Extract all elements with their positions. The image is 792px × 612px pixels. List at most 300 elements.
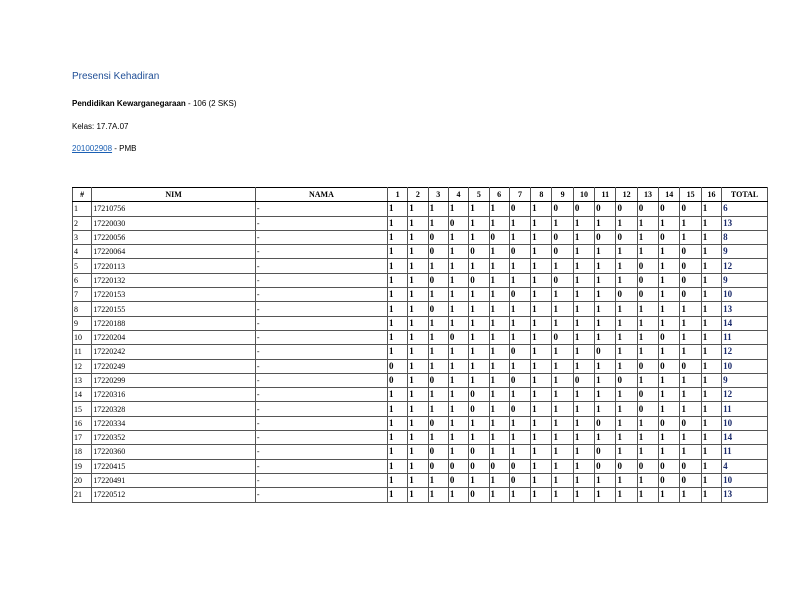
attendance-cell: 1 xyxy=(387,288,407,302)
table-row xyxy=(73,245,768,259)
table-row xyxy=(73,273,768,287)
attendance-cell: 1 xyxy=(428,388,448,402)
student-name: - xyxy=(255,302,387,316)
attendance-cell: 1 xyxy=(387,245,407,259)
attendance-cell: 1 xyxy=(469,330,489,344)
attendance-cell: 1 xyxy=(637,445,658,459)
attendance-cell: 1 xyxy=(469,216,489,230)
table-row xyxy=(73,488,768,502)
attendance-cell: 1 xyxy=(616,431,637,445)
attendance-total: 12 xyxy=(722,345,768,359)
subject-code-credits: - 106 (2 SKS) xyxy=(185,99,237,108)
lecturer-name: - PMB xyxy=(112,144,137,153)
attendance-cell: 1 xyxy=(448,431,468,445)
header-meeting-11: 11 xyxy=(595,188,616,202)
attendance-cell: 1 xyxy=(573,345,594,359)
table-row xyxy=(73,359,768,373)
student-name: - xyxy=(255,230,387,244)
attendance-cell: 1 xyxy=(408,245,428,259)
attendance-cell: 1 xyxy=(489,488,509,502)
attendance-cell: 1 xyxy=(387,259,407,273)
table-row xyxy=(73,373,768,387)
attendance-cell: 1 xyxy=(680,402,701,416)
attendance-cell: 1 xyxy=(531,402,552,416)
attendance-cell: 1 xyxy=(531,431,552,445)
attendance-cell: 1 xyxy=(680,373,701,387)
attendance-cell: 0 xyxy=(428,230,448,244)
attendance-cell: 1 xyxy=(659,216,680,230)
attendance-cell: 1 xyxy=(408,445,428,459)
attendance-cell: 1 xyxy=(469,316,489,330)
attendance-cell: 0 xyxy=(659,330,680,344)
attendance-cell: 0 xyxy=(680,459,701,473)
attendance-cell: 0 xyxy=(595,445,616,459)
attendance-cell: 1 xyxy=(448,316,468,330)
attendance-cell: 0 xyxy=(469,445,489,459)
attendance-cell: 0 xyxy=(509,202,530,216)
attendance-total: 9 xyxy=(722,273,768,287)
attendance-cell: 1 xyxy=(616,345,637,359)
attendance-cell: 1 xyxy=(637,373,658,387)
attendance-cell: 1 xyxy=(659,402,680,416)
attendance-cell: 1 xyxy=(637,416,658,430)
attendance-cell: 0 xyxy=(680,245,701,259)
student-name: - xyxy=(255,202,387,216)
attendance-cell: 1 xyxy=(509,330,530,344)
attendance-cell: 1 xyxy=(387,230,407,244)
attendance-cell: 1 xyxy=(616,330,637,344)
attendance-cell: 0 xyxy=(448,330,468,344)
attendance-cell: 1 xyxy=(680,345,701,359)
attendance-cell: 0 xyxy=(680,288,701,302)
attendance-cell: 1 xyxy=(595,245,616,259)
header-meeting-12: 12 xyxy=(616,188,637,202)
attendance-cell: 1 xyxy=(680,316,701,330)
student-name: - xyxy=(255,488,387,502)
attendance-cell: 1 xyxy=(408,302,428,316)
attendance-cell: 1 xyxy=(448,488,468,502)
attendance-cell: 1 xyxy=(509,416,530,430)
attendance-cell: 1 xyxy=(509,216,530,230)
attendance-cell: 1 xyxy=(428,259,448,273)
attendance-cell: 1 xyxy=(616,359,637,373)
attendance-cell: 1 xyxy=(659,273,680,287)
attendance-cell: 1 xyxy=(595,216,616,230)
attendance-cell: 1 xyxy=(680,431,701,445)
attendance-cell: 0 xyxy=(469,402,489,416)
attendance-cell: 1 xyxy=(616,302,637,316)
attendance-cell: 0 xyxy=(659,473,680,487)
header-meeting-9: 9 xyxy=(552,188,573,202)
attendance-cell: 1 xyxy=(701,273,721,287)
attendance-cell: 0 xyxy=(469,273,489,287)
attendance-cell: 1 xyxy=(701,388,721,402)
attendance-cell: 1 xyxy=(595,431,616,445)
lecturer-line xyxy=(72,144,137,153)
student-name: - xyxy=(255,273,387,287)
student-nim: 17220512 xyxy=(92,488,256,502)
attendance-cell: 1 xyxy=(509,302,530,316)
attendance-cell: 1 xyxy=(408,359,428,373)
attendance-cell: 1 xyxy=(448,273,468,287)
attendance-cell: 1 xyxy=(701,373,721,387)
attendance-cell: 1 xyxy=(387,345,407,359)
attendance-cell: 1 xyxy=(408,230,428,244)
student-nim: 17220132 xyxy=(92,273,256,287)
attendance-cell: 1 xyxy=(408,316,428,330)
attendance-cell: 0 xyxy=(469,245,489,259)
student-name: - xyxy=(255,445,387,459)
attendance-cell: 1 xyxy=(489,302,509,316)
attendance-total: 13 xyxy=(722,302,768,316)
attendance-cell: 1 xyxy=(701,488,721,502)
attendance-cell: 1 xyxy=(387,445,407,459)
attendance-cell: 1 xyxy=(408,488,428,502)
attendance-cell: 1 xyxy=(616,245,637,259)
attendance-cell: 1 xyxy=(573,273,594,287)
attendance-cell: 0 xyxy=(428,445,448,459)
attendance-cell: 1 xyxy=(489,330,509,344)
attendance-cell: 1 xyxy=(552,431,573,445)
attendance-cell: 1 xyxy=(408,459,428,473)
attendance-cell: 1 xyxy=(428,473,448,487)
attendance-cell: 1 xyxy=(408,345,428,359)
attendance-cell: 1 xyxy=(448,245,468,259)
attendance-cell: 1 xyxy=(469,302,489,316)
attendance-total: 10 xyxy=(722,473,768,487)
attendance-total: 6 xyxy=(722,202,768,216)
header-meeting-8: 8 xyxy=(531,188,552,202)
row-number: 21 xyxy=(73,488,92,502)
attendance-cell: 0 xyxy=(595,345,616,359)
attendance-cell: 0 xyxy=(509,459,530,473)
attendance-cell: 1 xyxy=(531,316,552,330)
attendance-cell: 0 xyxy=(637,202,658,216)
attendance-cell: 0 xyxy=(680,473,701,487)
attendance-cell: 1 xyxy=(408,259,428,273)
attendance-cell: 1 xyxy=(659,445,680,459)
attendance-cell: 1 xyxy=(573,302,594,316)
attendance-total: 10 xyxy=(722,359,768,373)
attendance-cell: 1 xyxy=(531,230,552,244)
attendance-total: 9 xyxy=(722,245,768,259)
attendance-cell: 1 xyxy=(659,302,680,316)
attendance-cell: 1 xyxy=(531,245,552,259)
attendance-cell: 1 xyxy=(552,388,573,402)
student-name: - xyxy=(255,416,387,430)
table-row xyxy=(73,459,768,473)
header-meeting-7: 7 xyxy=(509,188,530,202)
attendance-cell: 1 xyxy=(573,488,594,502)
attendance-cell: 1 xyxy=(448,259,468,273)
attendance-cell: 1 xyxy=(489,345,509,359)
attendance-cell: 1 xyxy=(701,316,721,330)
attendance-cell: 1 xyxy=(659,345,680,359)
row-number: 6 xyxy=(73,273,92,287)
attendance-cell: 1 xyxy=(509,230,530,244)
attendance-cell: 1 xyxy=(616,316,637,330)
attendance-cell: 0 xyxy=(428,416,448,430)
attendance-cell: 1 xyxy=(428,216,448,230)
attendance-cell: 1 xyxy=(701,445,721,459)
attendance-cell: 1 xyxy=(387,202,407,216)
attendance-cell: 0 xyxy=(616,230,637,244)
attendance-cell: 0 xyxy=(573,373,594,387)
attendance-cell: 1 xyxy=(552,288,573,302)
attendance-cell: 1 xyxy=(637,345,658,359)
attendance-cell: 1 xyxy=(659,388,680,402)
attendance-cell: 1 xyxy=(552,473,573,487)
attendance-cell: 1 xyxy=(573,445,594,459)
attendance-total: 12 xyxy=(722,388,768,402)
attendance-cell: 1 xyxy=(509,316,530,330)
row-number: 19 xyxy=(73,459,92,473)
attendance-cell: 1 xyxy=(489,316,509,330)
attendance-cell: 1 xyxy=(469,473,489,487)
attendance-cell: 1 xyxy=(573,388,594,402)
attendance-cell: 0 xyxy=(616,459,637,473)
row-number: 2 xyxy=(73,216,92,230)
row-number: 5 xyxy=(73,259,92,273)
table-row xyxy=(73,288,768,302)
attendance-cell: 1 xyxy=(637,230,658,244)
row-number: 9 xyxy=(73,316,92,330)
row-number: 11 xyxy=(73,345,92,359)
row-number: 16 xyxy=(73,416,92,430)
attendance-cell: 1 xyxy=(387,216,407,230)
attendance-cell: 1 xyxy=(531,273,552,287)
table-row xyxy=(73,216,768,230)
attendance-cell: 1 xyxy=(552,402,573,416)
attendance-cell: 0 xyxy=(428,245,448,259)
attendance-cell: 1 xyxy=(637,302,658,316)
attendance-cell: 1 xyxy=(680,488,701,502)
attendance-cell: 1 xyxy=(552,259,573,273)
attendance-cell: 1 xyxy=(489,216,509,230)
student-name: - xyxy=(255,359,387,373)
attendance-cell: 1 xyxy=(701,259,721,273)
row-number: 18 xyxy=(73,445,92,459)
attendance-cell: 1 xyxy=(448,302,468,316)
attendance-cell: 0 xyxy=(595,202,616,216)
attendance-cell: 1 xyxy=(531,416,552,430)
student-name: - xyxy=(255,345,387,359)
attendance-cell: 1 xyxy=(701,216,721,230)
student-name: - xyxy=(255,459,387,473)
student-name: - xyxy=(255,402,387,416)
attendance-cell: 0 xyxy=(680,359,701,373)
attendance-cell: 1 xyxy=(387,388,407,402)
attendance-cell: 0 xyxy=(595,459,616,473)
subject-line xyxy=(72,99,237,108)
attendance-cell: 1 xyxy=(408,216,428,230)
attendance-cell: 0 xyxy=(637,402,658,416)
attendance-cell: 0 xyxy=(637,288,658,302)
attendance-cell: 0 xyxy=(637,259,658,273)
attendance-cell: 0 xyxy=(637,459,658,473)
table-row xyxy=(73,259,768,273)
lecturer-code-link[interactable]: 201002908 xyxy=(72,144,113,153)
attendance-cell: 0 xyxy=(552,202,573,216)
header-nama: NAMA xyxy=(255,188,387,202)
attendance-cell: 1 xyxy=(573,230,594,244)
attendance-cell: 1 xyxy=(573,330,594,344)
attendance-total: 11 xyxy=(722,402,768,416)
attendance-cell: 0 xyxy=(448,216,468,230)
attendance-cell: 1 xyxy=(531,216,552,230)
attendance-cell: 0 xyxy=(509,402,530,416)
attendance-cell: 1 xyxy=(489,273,509,287)
attendance-cell: 1 xyxy=(489,359,509,373)
attendance-cell: 1 xyxy=(387,316,407,330)
attendance-cell: 1 xyxy=(595,259,616,273)
attendance-cell: 1 xyxy=(428,488,448,502)
attendance-cell: 0 xyxy=(469,488,489,502)
row-number: 1 xyxy=(73,202,92,216)
attendance-cell: 1 xyxy=(595,373,616,387)
table-row xyxy=(73,202,768,216)
subject-name: Pendidikan Kewarganegaraan xyxy=(72,99,186,108)
attendance-cell: 0 xyxy=(659,230,680,244)
student-nim: 17220113 xyxy=(92,259,256,273)
attendance-cell: 1 xyxy=(595,302,616,316)
attendance-cell: 1 xyxy=(659,245,680,259)
attendance-cell: 1 xyxy=(448,402,468,416)
student-name: - xyxy=(255,373,387,387)
attendance-cell: 1 xyxy=(531,373,552,387)
attendance-cell: 1 xyxy=(469,431,489,445)
attendance-total: 10 xyxy=(722,416,768,430)
attendance-cell: 1 xyxy=(552,459,573,473)
table-row xyxy=(73,230,768,244)
attendance-cell: 1 xyxy=(509,445,530,459)
attendance-cell: 0 xyxy=(552,330,573,344)
attendance-cell: 1 xyxy=(552,445,573,459)
attendance-cell: 1 xyxy=(387,473,407,487)
class-label: Kelas: 17.7A.07 xyxy=(72,122,129,131)
attendance-cell: 0 xyxy=(680,273,701,287)
attendance-cell: 0 xyxy=(509,373,530,387)
student-nim: 17220030 xyxy=(92,216,256,230)
attendance-cell: 0 xyxy=(448,459,468,473)
attendance-cell: 1 xyxy=(428,202,448,216)
attendance-cell: 1 xyxy=(701,459,721,473)
row-number: 8 xyxy=(73,302,92,316)
student-name: - xyxy=(255,245,387,259)
attendance-cell: 1 xyxy=(573,473,594,487)
attendance-cell: 1 xyxy=(573,316,594,330)
page-title: Presensi Kehadiran xyxy=(72,71,160,82)
student-nim: 17220328 xyxy=(92,402,256,416)
attendance-cell: 1 xyxy=(595,402,616,416)
attendance-cell: 1 xyxy=(489,388,509,402)
attendance-cell: 1 xyxy=(448,230,468,244)
attendance-cell: 1 xyxy=(509,273,530,287)
attendance-cell: 1 xyxy=(573,259,594,273)
attendance-cell: 1 xyxy=(637,316,658,330)
attendance-cell: 1 xyxy=(659,259,680,273)
header-meeting-1: 1 xyxy=(387,188,407,202)
student-nim: 17220299 xyxy=(92,373,256,387)
table-row xyxy=(73,431,768,445)
attendance-cell: 0 xyxy=(428,459,448,473)
attendance-cell: 1 xyxy=(659,316,680,330)
attendance-cell: 1 xyxy=(595,388,616,402)
attendance-cell: 1 xyxy=(428,431,448,445)
student-name: - xyxy=(255,288,387,302)
table-row xyxy=(73,316,768,330)
header-nim: NIM xyxy=(92,188,256,202)
attendance-cell: 1 xyxy=(489,373,509,387)
attendance-cell: 1 xyxy=(509,431,530,445)
attendance-total: 9 xyxy=(722,373,768,387)
attendance-cell: 1 xyxy=(552,488,573,502)
attendance-cell: 1 xyxy=(408,416,428,430)
attendance-cell: 1 xyxy=(531,345,552,359)
attendance-cell: 0 xyxy=(509,345,530,359)
attendance-cell: 1 xyxy=(701,245,721,259)
attendance-cell: 1 xyxy=(448,388,468,402)
student-name: - xyxy=(255,316,387,330)
attendance-cell: 1 xyxy=(552,359,573,373)
attendance-total: 11 xyxy=(722,445,768,459)
attendance-cell: 1 xyxy=(701,473,721,487)
attendance-total: 14 xyxy=(722,316,768,330)
attendance-cell: 1 xyxy=(408,402,428,416)
attendance-cell: 1 xyxy=(701,330,721,344)
attendance-cell: 1 xyxy=(448,202,468,216)
attendance-cell: 0 xyxy=(448,473,468,487)
table-row xyxy=(73,302,768,316)
attendance-cell: 1 xyxy=(531,459,552,473)
attendance-cell: 0 xyxy=(637,359,658,373)
table-header-row xyxy=(73,188,768,202)
student-nim: 17220204 xyxy=(92,330,256,344)
attendance-cell: 0 xyxy=(680,259,701,273)
attendance-cell: 1 xyxy=(595,488,616,502)
attendance-cell: 1 xyxy=(387,273,407,287)
header-meeting-16: 16 xyxy=(701,188,721,202)
attendance-cell: 1 xyxy=(509,388,530,402)
attendance-cell: 1 xyxy=(595,359,616,373)
attendance-cell: 1 xyxy=(408,288,428,302)
attendance-cell: 1 xyxy=(489,416,509,430)
attendance-cell: 1 xyxy=(489,259,509,273)
attendance-cell: 1 xyxy=(531,259,552,273)
attendance-cell: 1 xyxy=(552,302,573,316)
attendance-cell: 1 xyxy=(680,302,701,316)
student-name: - xyxy=(255,388,387,402)
attendance-cell: 1 xyxy=(680,388,701,402)
attendance-cell: 0 xyxy=(552,245,573,259)
attendance-total: 8 xyxy=(722,230,768,244)
attendance-cell: 0 xyxy=(428,373,448,387)
attendance-cell: 0 xyxy=(659,202,680,216)
attendance-cell: 1 xyxy=(552,345,573,359)
attendance-cell: 0 xyxy=(387,359,407,373)
attendance-cell: 1 xyxy=(448,445,468,459)
attendance-cell: 1 xyxy=(448,288,468,302)
attendance-cell: 1 xyxy=(387,330,407,344)
header-meeting-13: 13 xyxy=(637,188,658,202)
attendance-cell: 1 xyxy=(680,216,701,230)
attendance-cell: 1 xyxy=(428,345,448,359)
row-number: 3 xyxy=(73,230,92,244)
attendance-cell: 0 xyxy=(428,302,448,316)
attendance-cell: 1 xyxy=(469,373,489,387)
attendance-cell: 0 xyxy=(637,273,658,287)
attendance-cell: 1 xyxy=(428,402,448,416)
